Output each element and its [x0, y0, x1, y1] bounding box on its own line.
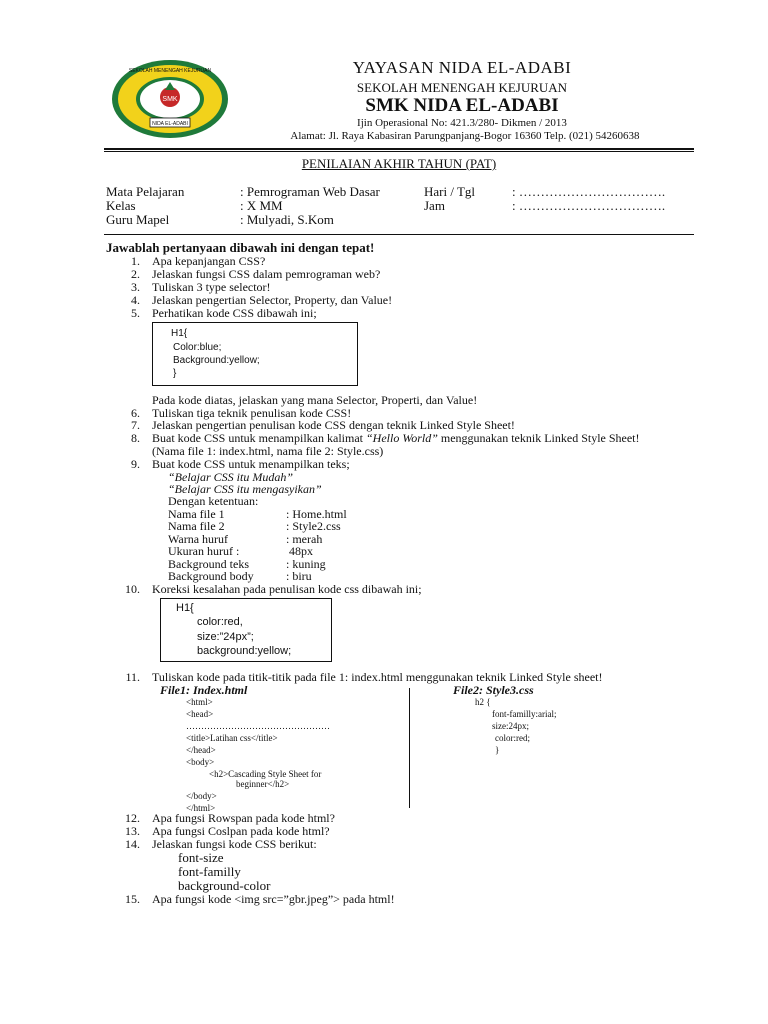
- day-label: Hari / Tgl: [424, 184, 476, 199]
- file2-line: }: [495, 745, 500, 755]
- quote-2: “Belajar CSS itu mengasyikan”: [168, 482, 322, 496]
- school-address: Alamat: Jl. Raya Kabasiran Parungpanjang-Bogor 16360 Telp. (021) 54260638: [290, 130, 640, 142]
- file2-title: File2: Style3.css: [453, 683, 534, 697]
- school-logo: [110, 58, 230, 140]
- file2-line: color:red;: [495, 733, 530, 743]
- day-value: : …………………………….: [512, 184, 666, 199]
- time-value: : …………………………….: [512, 198, 666, 213]
- subject-label: Mata Pelajaran: [106, 184, 185, 199]
- school-type: SEKOLAH MENENGAH KEJURUAN: [356, 80, 568, 95]
- file1-line: <title>Latihan css</title>: [186, 733, 278, 743]
- meta-divider: [104, 234, 694, 235]
- code-box-q10: [160, 598, 332, 662]
- class-value: : X MM: [240, 198, 283, 213]
- header-divider-thin: [104, 151, 694, 152]
- question-8-filenames: (Nama file 1: index.html, nama file 2: Style.css): [152, 444, 384, 458]
- code-line: H1{: [176, 602, 194, 614]
- file2-line: h2 {: [475, 697, 491, 707]
- file-divider: [409, 688, 410, 808]
- code-line: Background:yellow;: [173, 355, 260, 366]
- teacher-label: Guru Mapel: [106, 212, 170, 227]
- file1-line: <html>: [186, 697, 213, 707]
- subject-value: : Pemrograman Web Dasar: [240, 184, 380, 199]
- file1-line: </body>: [186, 791, 217, 801]
- code-line: background:yellow;: [197, 645, 292, 657]
- conditions-label: Dengan ketentuan:: [168, 494, 259, 508]
- instruction: Jawablah pertanyaan dibawah ini dengan tepat!: [106, 240, 375, 255]
- file1-title: File1: Index.html: [160, 683, 248, 697]
- file1-line: </head>: [186, 745, 216, 755]
- css-property-item: font-familly: [178, 864, 241, 879]
- code-line: H1{: [171, 328, 188, 339]
- code-box-q5: [152, 322, 358, 386]
- file1-line: </html>: [186, 803, 216, 813]
- logo-center-text: SMK: [162, 96, 178, 103]
- time-label: Jam: [424, 198, 445, 213]
- file2-line: size:24px;: [492, 721, 529, 731]
- exam-title: PENILAIAN AKHIR TAHUN (PAT): [301, 156, 497, 171]
- file1-line: beginner</h2>: [236, 779, 290, 789]
- teacher-value: : Mulyadi, S.Kom: [240, 212, 334, 227]
- question-5-followup: Pada kode diatas, jelaskan yang mana Selector, Properti, dan Value!: [152, 393, 478, 407]
- file1-line: <body>: [186, 757, 215, 767]
- code-line: }: [173, 368, 177, 379]
- file2-line: font-familly:arial;: [492, 709, 557, 719]
- header-divider: [104, 148, 694, 150]
- code-line: color:red,: [197, 616, 243, 628]
- hello-world-text: “Hello World”: [365, 431, 438, 445]
- foundation-name: YAYASAN NIDA EL-ADABI: [352, 58, 572, 77]
- class-label: Kelas: [106, 198, 136, 213]
- css-property-item: font-size: [178, 850, 224, 865]
- file1-line: <head>: [186, 709, 214, 719]
- code-line: Color:blue;: [173, 342, 222, 353]
- logo-ring-text: SEKOLAH MENENGAH KEJURUAN: [128, 68, 212, 74]
- file1-blank: …………………………………………: [186, 721, 330, 731]
- permit-number: Ijin Operasional No: 421.3/280- Dikmen / 2013: [357, 117, 567, 129]
- file1-line: <h2>Cascading Style Sheet for: [209, 769, 322, 779]
- school-name: SMK NIDA EL-ADABI: [365, 95, 559, 116]
- quote-1: “Belajar CSS itu Mudah”: [168, 470, 294, 484]
- code-line: size:”24px”;: [197, 631, 254, 643]
- logo-banner-text: NIDA EL-ADABI: [152, 121, 188, 127]
- css-property-item: background-color: [178, 878, 271, 893]
